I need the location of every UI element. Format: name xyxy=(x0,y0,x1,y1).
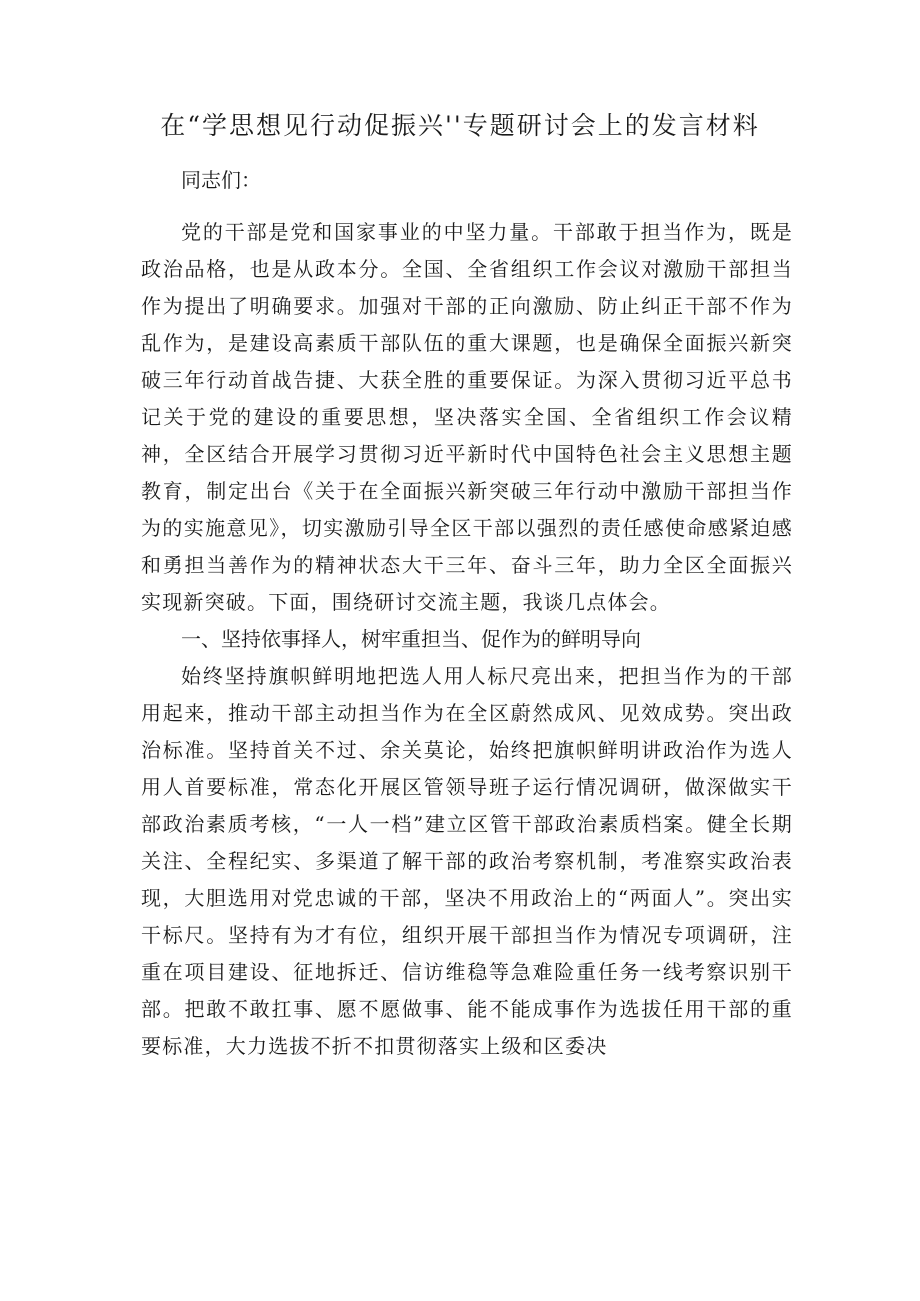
paragraph-intro: 党的干部是党和国家事业的中坚力量。干部敢于担当作为，既是政治品格，也是从政本分。全国、全省组织工作会议对激励干部担当作为提出了明确要求。加强对干部的正向激励、防止纠正干部不作为乱作为，是建设高素质干部队伍的重大课题，也是确保全面振兴新突破三年行动首战告捷、大获全胜的重要保证。为深入贯彻习近平总书记关于党的建设的重要思想，坚决落实全国、全省组织工作会议精神，全区结合开展学习贯彻习近平新时代中国特色社会主义思想主题教育，制定出台《关于在全面振兴新突破三年行动中激励干部担当作为的实施意见》，切实激励引导全区干部以强烈的责任感使命感紧迫感和勇担当善作为的精神状态大干三年、奋斗三年，助力全区全面振兴实现新突破。下面，围绕研讨交流主题，我谈几点体会。 xyxy=(141,220,793,614)
greeting: 同志们： xyxy=(181,168,261,192)
document-body xyxy=(141,162,793,1065)
document-title: 在“学思想见行动促振兴''专题研讨会上的发言材料 xyxy=(160,111,760,140)
section-heading-1: 一、坚持依事择人，树牢重担当、促作为的鲜明导向 xyxy=(181,627,641,651)
paragraph-section-1: 始终坚持旗帜鲜明地把选人用人标尺亮出来，把担当作为的干部用起来，推动干部主动担当作为在全区蔚然成风、见效成势。突出政治标准。坚持首关不过、余关莫论，始终把旗帜鲜明讲政治作为选人用人首要标准，常态化开展区管领导班子运行情况调研，做深做实干部政治素质考核，“一人一档”建立区管干部政治素质档案。健全长期关注、全程纪实、多渠道了解干部的政治考察机制，考准察实政治表现，大胆选用对党忠诚的干部，坚决不用政治上的“两面人”。突出实干标尺。坚持有为才有位，组织开展干部担当作为情况专项调研，注重在项目建设、征地拆迁、信访维稳等急难险重任务一线考察识别干部。把敢不敢扛事、愿不愿做事、能不能成事作为选拔任用干部的重要标准，大力选拔不折不扣贯彻落实上级和区委决 xyxy=(141,664,793,1058)
